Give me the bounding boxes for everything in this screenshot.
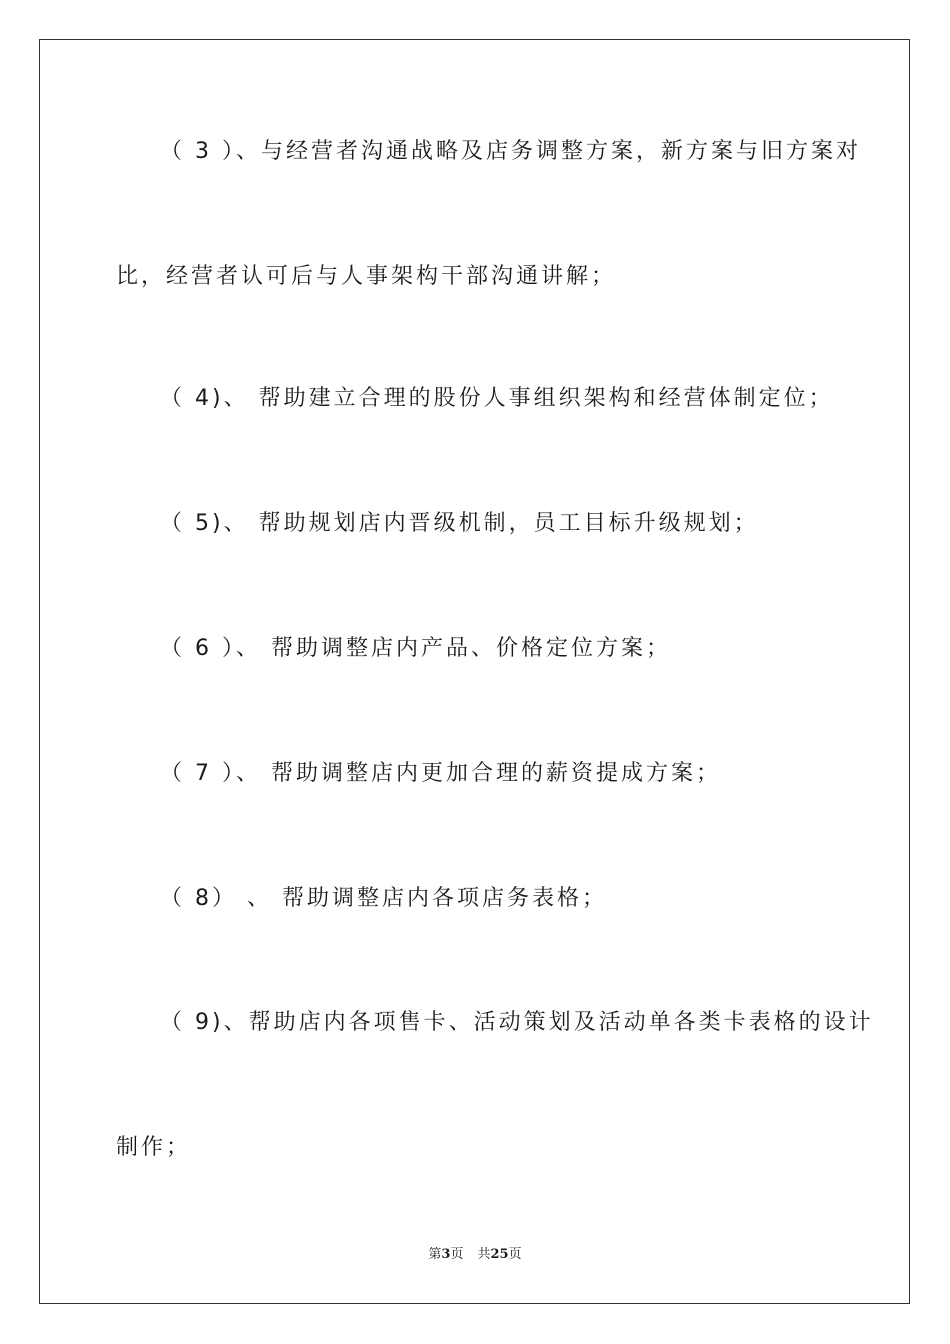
- paragraph-7: （ 7 ）、 帮助调整店内更加合理的薪资提成方案；: [160, 761, 721, 786]
- total-pages: 25: [490, 1247, 509, 1262]
- paragraph-8: （ 8） 、 帮助调整店内各项店务表格；: [160, 886, 607, 911]
- paragraph-5: （ 5)、 帮助规划店内晋级机制，员工目标升级规划；: [160, 511, 759, 536]
- page-suffix: 页: [450, 1247, 464, 1262]
- paragraph-4: （ 4)、 帮助建立合理的股份人事组织架构和经营体制定位；: [160, 386, 834, 411]
- paragraph-9-line-1: （ 9)、帮助店内各项售卡、活动策划及活动单各类卡表格的设计: [160, 1010, 874, 1035]
- page-border: [39, 39, 910, 1304]
- paragraph-3-line-2: 比，经营者认可后与人事架构干部沟通讲解；: [116, 264, 617, 289]
- page-number: 3: [441, 1247, 451, 1262]
- total-prefix: 共: [477, 1247, 491, 1262]
- page-prefix: 第: [428, 1247, 442, 1262]
- paragraph-3-line-1: （ 3 ）、与经营者沟通战略及店务调整方案，新方案与旧方案对: [160, 139, 861, 164]
- total-suffix: 页: [508, 1247, 522, 1262]
- paragraph-6: （ 6 ）、 帮助调整店内产品、价格定位方案；: [160, 636, 671, 661]
- paragraph-9-line-2: 制作；: [116, 1135, 192, 1160]
- page-footer: [0, 1246, 950, 1264]
